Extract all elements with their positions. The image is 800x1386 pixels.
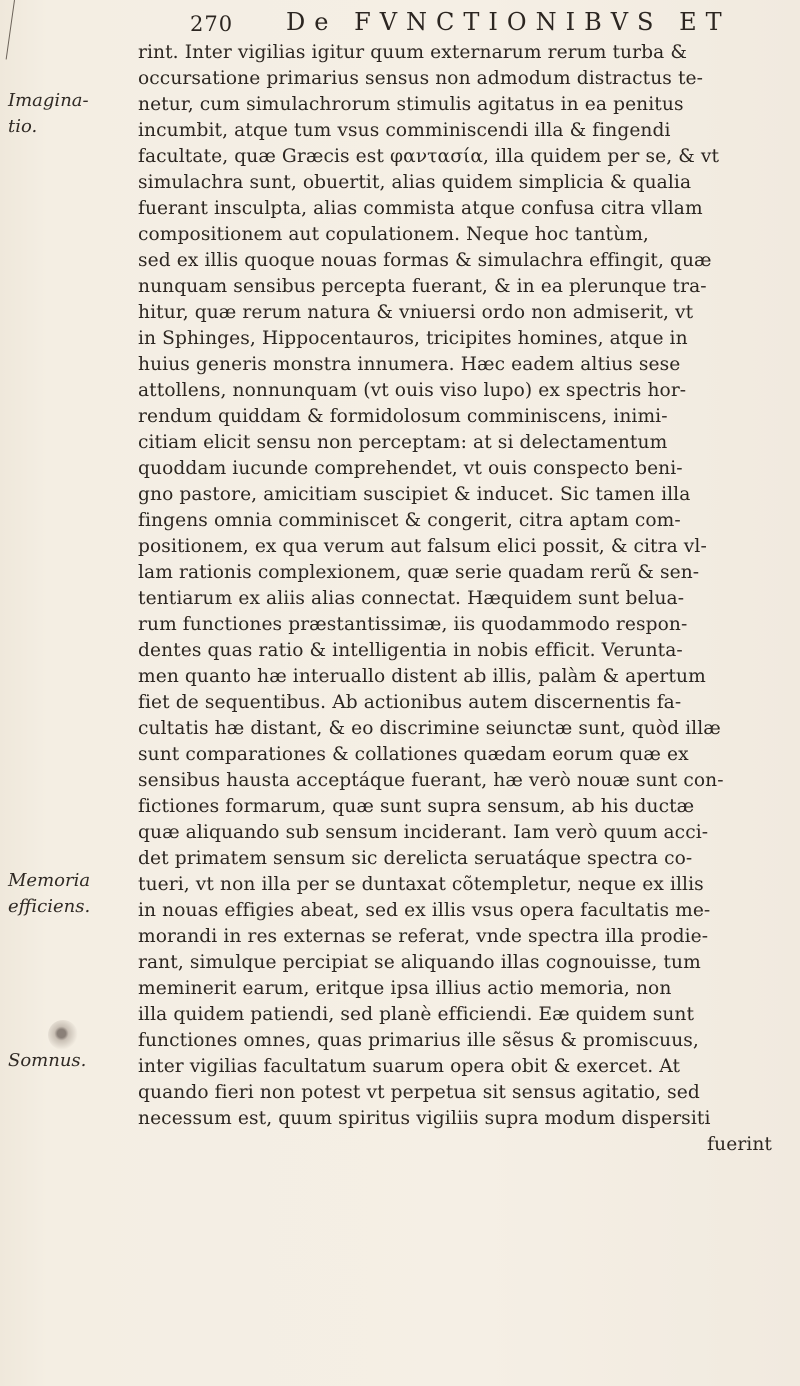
page-edge-line bbox=[6, 0, 15, 60]
text-line: fiet de sequentibus. Ab actionibus autem discernentis fa- bbox=[138, 692, 682, 713]
margin-note-memoria-1: Memoria bbox=[8, 870, 91, 891]
text-line: rint. Inter vigilias igitur quum externarum rerum turba & bbox=[138, 42, 687, 63]
text-line: dentes quas ratio & intelligentia in nobis efficit. Verunta- bbox=[138, 640, 683, 661]
text-line: illa quidem patiendi, sed planè efficiendi. Eæ quidem sunt bbox=[138, 1004, 695, 1025]
text-line: in nouas effigies abeat, sed ex illis vsus opera facultatis me- bbox=[138, 900, 711, 921]
page-header bbox=[190, 6, 790, 42]
text-line: fuerant insculpta, alias commista atque confusa citra vllam bbox=[138, 198, 703, 219]
text-line: functiones omnes, quas primarius ille sẽsus & promiscuus, bbox=[138, 1030, 699, 1051]
text-line: facultate, quæ Græcis est φαντασία, illa quidem per se, & vt bbox=[138, 146, 720, 167]
text-line: occursatione primarius sensus non admodum distractus te- bbox=[138, 68, 704, 89]
text-line: sensibus hausta acceptáque fuerant, hæ verò nouæ sunt con- bbox=[138, 770, 724, 791]
text-line: cultatis hæ distant, & eo discrimine seiunctæ sunt, quòd illæ bbox=[138, 718, 721, 739]
text-line: gno pastore, amicitiam suscipiet & inducet. Sic tamen illa bbox=[138, 484, 691, 505]
page-number: 270 bbox=[190, 12, 234, 36]
text-line: meminerit earum, eritque ipsa illius actio memoria, non bbox=[138, 978, 672, 999]
text-line: netur, cum simulachrorum stimulis agitatus in ea penitus bbox=[138, 94, 684, 115]
text-line: compositionem aut copulationem. Neque hoc tantùm, bbox=[138, 224, 649, 245]
text-line: fingens omnia comminiscet & congerit, citra aptam com- bbox=[138, 510, 681, 531]
text-line: rendum quiddam & formidolosum comminiscens, inimi- bbox=[138, 406, 668, 427]
margin-note-imaginatio-1: Imagina- bbox=[8, 90, 89, 111]
text-line: det primatem sensum sic derelicta seruatáque spectra co- bbox=[138, 848, 693, 869]
text-line: incumbit, atque tum vsus comminiscendi illa & fingendi bbox=[138, 120, 671, 141]
text-line: rant, simulque percipiat se aliquando illas cognouisse, tum bbox=[138, 952, 701, 973]
text-line: quæ aliquando sub sensum inciderant. Iam verò quum acci- bbox=[138, 822, 709, 843]
text-line: quando fieri non potest vt perpetua sit sensus agitatio, sed bbox=[138, 1082, 700, 1103]
text-line: tentiarum ex aliis alias connectat. Hæquidem sunt belua- bbox=[138, 588, 685, 609]
text-line: rum functiones præstantissimæ, iis quodammodo respon- bbox=[138, 614, 688, 635]
text-line: morandi in res externas se referat, vnde spectra illa prodie- bbox=[138, 926, 709, 947]
text-line: simulachra sunt, obuertit, alias quidem simplicia & qualia bbox=[138, 172, 692, 193]
text-line: hitur, quæ rerum natura & vniuersi ordo non admiserit, vt bbox=[138, 302, 694, 323]
text-line: positionem, ex qua verum aut falsum elici possit, & citra vl- bbox=[138, 536, 707, 557]
text-line: attollens, nonnunquam (vt ouis viso lupo) ex spectris hor- bbox=[138, 380, 687, 401]
ink-stain bbox=[48, 1020, 78, 1050]
margin-note-somnus: Somnus. bbox=[8, 1050, 87, 1071]
text-line: in Sphinges, Hippocentauros, tricipites homines, atque in bbox=[138, 328, 688, 349]
text-line: huius generis monstra innumera. Hæc eadem altius sese bbox=[138, 354, 681, 375]
text-line: sed ex illis quoque nouas formas & simulachra effingit, quæ bbox=[138, 250, 712, 271]
text-line: fictiones formarum, quæ sunt supra sensum, ab his ductæ bbox=[138, 796, 695, 817]
text-line: citiam elicit sensu non perceptam: at si delectamentum bbox=[138, 432, 668, 453]
text-line: tueri, vt non illa per se duntaxat cõtempletur, neque ex illis bbox=[138, 874, 704, 895]
text-line: inter vigilias facultatum suarum opera obit & exercet. At bbox=[138, 1056, 681, 1077]
text-line: sunt comparationes & collationes quædam eorum quæ ex bbox=[138, 744, 689, 765]
text-line: men quanto hæ interuallo distent ab illis, palàm & apertum bbox=[138, 666, 706, 687]
running-title: De FVNCTIONIBVS ET bbox=[286, 8, 731, 36]
margin-note-imaginatio-2: tio. bbox=[8, 116, 38, 137]
margin-note-memoria-2: efficiens. bbox=[8, 896, 91, 917]
text-line: lam rationis complexionem, quæ serie quadam rerũ & sen- bbox=[138, 562, 700, 583]
text-line: necessum est, quum spiritus vigiliis supra modum dispersiti bbox=[138, 1108, 711, 1129]
body-text bbox=[138, 40, 788, 1158]
text-line: nunquam sensibus percepta fuerant, & in ea plerunque tra- bbox=[138, 276, 707, 297]
catchword: fuerint bbox=[707, 1134, 772, 1155]
text-line: quoddam iucunde comprehendet, vt ouis conspecto beni- bbox=[138, 458, 683, 479]
